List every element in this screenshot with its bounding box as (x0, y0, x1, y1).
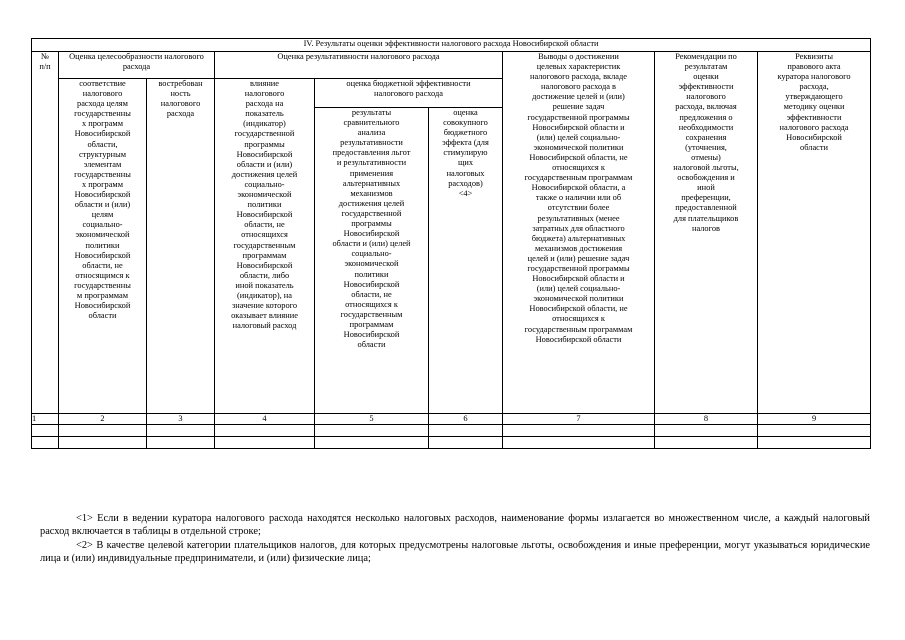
table-row (32, 425, 871, 437)
header-cumulative-effect: оценка совокупного бюджетного эффекта (для стимулирую щих налоговых расходов) <4> (429, 108, 503, 414)
column-number: 4 (215, 414, 315, 425)
empty-cell (59, 437, 147, 449)
empty-cell (32, 425, 59, 437)
column-number: 9 (758, 414, 871, 425)
table-row (32, 437, 871, 449)
header-effectiveness: Оценка результативности налогового расхода (215, 52, 503, 79)
footnote-2: <2> В качестве целевой категории плательщиков налогов, для которых предусмотрены налоговые льготы, освобождения и иные преференции, могут указываться юридические лица и (или) индивидуальные предприниматели, и (или) физические лица; (40, 539, 870, 565)
empty-cell (315, 425, 429, 437)
header-demand: востребован ность налогового расхода (147, 79, 215, 414)
column-number: 2 (59, 414, 147, 425)
footnotes (40, 512, 870, 566)
header-indicator-influence: влияние налогового расхода на показатель (индикатор) государственной программы Новосибирской области и (или) достижения целей социально- экономической политики Новосибирской области, не относящихся государственным программам Новосибирской области, либо иной показатель (индикатор), на значение которого оказывает влияние налоговый расход (215, 79, 315, 414)
empty-cell (758, 425, 871, 437)
empty-cell (215, 437, 315, 449)
header-recommendations: Рекомендации по результатам оценки эффективности налогового расхода, включая предложения о необходимости сохранения (уточнения, отмены) налоговой льготы, освобождения и иной преференции, предоставленной для плательщиков налогов (655, 52, 758, 414)
table-title: IV. Результаты оценки эффективности налогового расхода Новосибирской области (32, 39, 871, 52)
empty-cell (32, 437, 59, 449)
column-number: 3 (147, 414, 215, 425)
header-budget-efficiency: оценка бюджетной эффективности налогового расхода (315, 79, 503, 108)
empty-cell (503, 425, 655, 437)
empty-cell (147, 437, 215, 449)
header-comparative-analysis: результаты сравнительного анализа результативности предоставления льгот и результативности применения альтернативных механизмов достижения целей государственной программы Новосибирской области и (или) целей социально- экономической политики Новосибирской области, не относящихся к государственным программам Новосибирской области (315, 108, 429, 414)
empty-cell (429, 437, 503, 449)
column-number: 5 (315, 414, 429, 425)
column-number: 8 (655, 414, 758, 425)
empty-cell (59, 425, 147, 437)
empty-cell (655, 437, 758, 449)
column-number-row (32, 414, 871, 425)
column-number: 6 (429, 414, 503, 425)
empty-cell (315, 437, 429, 449)
empty-cell (429, 425, 503, 437)
empty-cell (758, 437, 871, 449)
empty-cell (655, 425, 758, 437)
column-number: 7 (503, 414, 655, 425)
tax-expenditure-evaluation-table (31, 38, 871, 449)
header-expediency: Оценка целесообразности налогового расхода (59, 52, 215, 79)
empty-cell (147, 425, 215, 437)
footnote-1: <1> Если в ведении куратора налогового расхода находятся несколько налоговых расходов, наименование формы излагается во множественном числе, а каждый налоговый расход включается в таблицы в отдельной строке; (40, 513, 870, 538)
header-conclusions: Выводы о достижении целевых характеристик налогового расхода, вкладе налогового расхода в достижение целей и (или) решение задач государственной программы Новосибирской области и (или) целей социально- экономической политики Новосибирской области, не относящихся к государственным программам Новосибирской области, а также о наличии или об отсутствии более результативных (менее затратных для областного бюджета) альтернативных механизмов достижения целей и (или) решение задач государственной программы Новосибирской области и (или) целей социально- экономической политики Новосибирской области, не относящихся к государственным программам Новосибирской области (503, 52, 655, 414)
empty-cell (503, 437, 655, 449)
header-program-compliance: соответствие налогового расхода целям государственны х программ Новосибирской области, структурным элементам государственны х программ Новосибирской области и (или) целям социально- экономической политики Новосибирской области, не относящимся к государственны м программам Новосибирской области (59, 79, 147, 414)
header-legal-act-requisites: Реквизиты правового акта куратора налогового расхода, утверждающего методику оценки эффективности налогового расхода Новосибирской области (758, 52, 871, 414)
header-row-number: № п/п (32, 52, 59, 414)
empty-cell (215, 425, 315, 437)
column-number: 1 (32, 414, 59, 425)
